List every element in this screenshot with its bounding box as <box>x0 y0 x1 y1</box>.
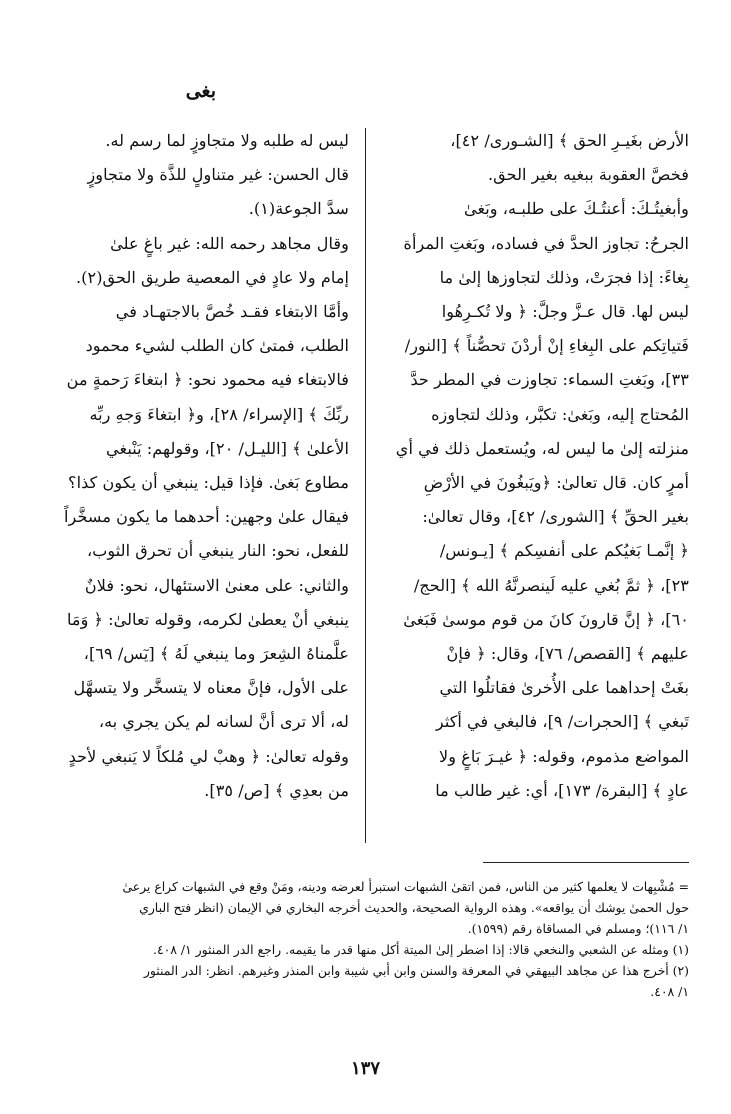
text-line: ليس لها. قال عـزَّ وجلَّ: ﴿ ولا تُكـرِهُوا <box>441 302 689 322</box>
text-line: له، ألا ترى أنَّ لسانه لم يكن يجري به، <box>98 712 349 732</box>
text-line: من بعدِي ﴾ [ص/ ٣٥]. <box>204 780 349 800</box>
text-line: أمرٍ كان. قال تعالىٰ: ﴿ويَبغُونَ في الأرْضِ <box>423 473 689 493</box>
text-line: مطاوع بَغىٰ. فإذا قيل: ينبغي أن يكون كذا؟ <box>68 473 349 493</box>
page-number: ١٣٧ <box>350 1058 380 1079</box>
column-divider <box>365 128 366 843</box>
text-line: وأمَّا الابتغاء فقـد خُصَّ بالاجتهـاد في <box>115 302 349 322</box>
text-line: فخصَّ العقوبة ببغيه بغير الحق. <box>488 165 689 185</box>
left-column <box>21 124 349 808</box>
text-line: وقوله تعالىٰ: ﴿ وهبْ لي مُلكاً لا يَنبغي لأحدٍ <box>68 746 349 766</box>
text-line: إمام ولا عادٍ في المعصية طريق الحق(٢). <box>76 267 349 287</box>
text-line: فيقال علىٰ وجهين: أحدهما ما يكون مسخَّراً <box>64 507 349 527</box>
text-line: ٢٣]، ﴿ ثمَّ بُغي عليه لَينصرنَّهُ الله ﴾ [الحج/ <box>413 575 689 595</box>
text-line: وقال مجاهد رحمه الله: غير باغٍ علىٰ <box>110 233 349 253</box>
text-line: ٣٣]، وبَغتِ السماء: تجاوزت في المطر حدَّ <box>410 370 689 390</box>
text-line: الأرض بغَيـرِ الحق ﴾ [الشـورى/ ٤٢]، <box>450 131 689 150</box>
text-line: الطلب، فمتىٰ كان الطلب لشيء محمود <box>85 336 349 356</box>
text-line: عادٍ ﴾ [البقرة/ ١٧٣]، أي: غير طالب ما <box>435 780 689 800</box>
text-line: المُحتاج إليه، وبَغىٰ: تكبَّر، وذلك لتجاوزه <box>431 404 689 424</box>
footnote-line: حول الحمىٰ يوشك أن يواقعه». وهذه الرواية الصحيحة، والحديث أخرجه البخاري في الإيمان (انظر فتح الباري <box>139 900 689 915</box>
text-line: فَتياتِكم على البِغاءِ إنْ أردْنَ تحصُّناً ﴾ [النور/ <box>404 336 689 356</box>
footnote-line: = مُشْبِهات لا يعلمها كثير من الناس، فمن اتقىٰ الشبهات استبرأ لعرضه ودينه، ومَنْ وقع في الشبهات كراع يرعىٰ <box>122 879 689 894</box>
text-line: ليس له طلبه ولا متجاوزٍ لما رسم له. <box>105 131 349 150</box>
footnotes <box>41 876 689 1002</box>
right-column <box>361 124 689 808</box>
text-line: بِغاءً: إذا فجرَتْ، وذلك لتجاوزها إلىٰ ما <box>439 267 689 287</box>
text-line: قال الحسن: غير متناولٍ للذَّة ولا متجاوزٍ <box>87 165 349 185</box>
footnote-line: ١/ ٤٠٨. <box>650 984 689 999</box>
text-line: عليهم ﴾ [القصص/ ٧٦]، وقال: ﴿ فإنْ <box>446 644 689 664</box>
text-line: ﴿ إنَّمـا بَغيُكم على أنفسِكم ﴾ [يـونس/ <box>439 541 689 561</box>
text-line: والثاني: على معنىٰ الاستئهال، نحو: فلانٌ <box>84 575 349 595</box>
text-line: سدَّ الجوعة(١). <box>248 199 349 219</box>
text-line: الأعلىٰ ﴾ [الليـل/ ٢٠]، وقولهم: يَنْبغي <box>106 438 349 458</box>
text-line: ينبغي أنْ يعطىٰ لكرمه، وقوله تعالىٰ: ﴿ وَمَا <box>66 609 349 629</box>
text-line: تَبغي ﴾ [الحجرات/ ٩]، فالبغي في أكثر <box>435 712 689 732</box>
text-line: منزلته إلىٰ ما ليس له، ويُستعمل ذلك في أي <box>395 438 689 458</box>
text-line: بغَتْ إحداهما على الأُخرىٰ فقاتلُوا التي <box>439 678 689 698</box>
text-line: بغير الحقِّ ﴾ [الشورى/ ٤٢]، وقال تعالىٰ: <box>422 507 689 527</box>
text-line: على الأول، فإنَّ معناه لا يتسخَّر ولا يتسهَّل <box>73 678 349 698</box>
running-header-word: بغى <box>185 80 216 102</box>
text-line: ٦٠]، ﴿ إنَّ قارونَ كانَ من قوم موسىٰ فَبَغىٰ <box>403 609 689 629</box>
text-line: وأبغيتُـكَ: أعنتُـكَ على طلبـه، وبَغىٰ <box>463 199 689 219</box>
footnote-line: ١/ ١١٦)؛ ومسلم في المساقاة رقم (١٥٩٩). <box>467 921 689 936</box>
footnote-line: (١) ومثله عن الشعبي والنخعي قالا: إذا اضطر إلىٰ الميتة أكل منها قدر ما يقيمه. راجع الدر المنثور ١/ ٤٠٨. <box>152 942 689 957</box>
text-line: المواضع مذموم، وقوله: ﴿ غيـرَ بَاغٍ ولا <box>439 746 689 766</box>
text-line: الجرحُ: تجاوز الحدَّ في فساده، وبَغتِ المرأة <box>403 233 689 253</box>
text-line: فالابتغاء فيه محمود نحو: ﴿ ابتغاءَ رَحمةٍ من <box>66 370 349 390</box>
text-line: ربِّكَ ﴾ [الإسراء/ ٢٨]، و﴿ ابتغاءَ وَجهِ ربِّه <box>89 404 349 424</box>
text-line: للفعل، نحو: النار ينبغي أن تحرق الثوب، <box>86 541 349 561</box>
footnote-line: (٢) أخرج هذا عن مجاهد البيهقي في المعرفة والسنن وابن أبي شيبة وابن المنذر وغيرهم. انظر: الدر المنثور <box>143 963 689 978</box>
text-line: علَّمناهُ الشِعرَ وما ينبغي لَهُ ﴾ [يٓس/ ٦٩]، <box>83 644 349 664</box>
footnote-separator <box>483 862 689 863</box>
